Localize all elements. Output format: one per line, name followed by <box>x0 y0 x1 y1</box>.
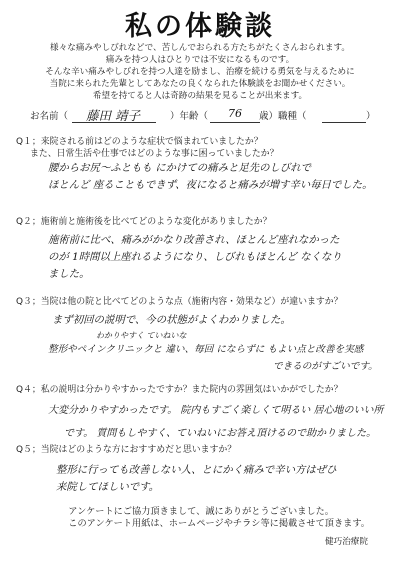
age-underline <box>210 122 260 123</box>
intro-line: 様々な痛みやしびれなどで、苦しんでおられる方たちがたくさんおられます。 <box>50 43 350 53</box>
question-1 <box>16 136 279 160</box>
answer-3-note: わかりやすく ていねいな <box>96 331 187 340</box>
answer-4 <box>48 402 384 442</box>
thank-you-note <box>68 506 370 530</box>
intro-line: 希望を持てると人は奇跡の結果を見ることが出来ます。 <box>92 91 308 101</box>
footer-line: このアンケート用紙は、ホームページやチラシ等に掲載させて頂きます。 <box>68 518 370 529</box>
answer-1-line: ほとんど 座ることもできず、夜になると痛みが増す辛い毎日でした。 <box>48 179 373 191</box>
question-1-text: Q１；来院される前はどのような症状で悩まれていましたか？ <box>16 137 263 147</box>
answer-5-line: 整形に行っても改善しない人、とにかく痛みで辛い方はぜひ <box>56 464 337 476</box>
question-2-text: Q２；施術前と施術後を比べてどのような変化がありましたか？ <box>16 217 272 227</box>
intro-line: 痛みを持つ人はひとりでは不安になるものです。 <box>105 55 295 65</box>
occupation-underline <box>322 122 366 123</box>
answer-2-line: 施術前に比べ、痛みがかなり改善され、ほとんど座れなかった <box>48 234 340 246</box>
footer-line: アンケートにご協力頂きまして、誠にありがとうございました。 <box>68 506 334 517</box>
intro-line: 当院に来られた先輩としてあなたの良くなられた体験談をお聞かせください。 <box>49 79 351 89</box>
age-unit-occupation-label: 歳）職種（ <box>259 111 307 122</box>
answer-4-line: 大変分かりやすかったです。 院内もすごく楽しくて明るい 居心地のいい所 <box>48 405 384 416</box>
clinic-name: 健巧治療院 <box>325 537 368 547</box>
age-label: ）年齢（ <box>170 111 209 122</box>
question-2 <box>16 216 271 228</box>
answer-3-line: まず初回の説明で、今の状態がよくわかりました。 <box>52 314 291 326</box>
respondent-info <box>0 108 400 126</box>
answer-3-line: できるのがすごいです。 <box>273 361 378 372</box>
answer-5 <box>56 462 337 496</box>
answer-2-line: のが 1時間以上座れるようになり、しびれもほとんど なくなり <box>48 251 342 263</box>
answer-1 <box>48 160 373 194</box>
question-4 <box>16 384 342 396</box>
answer-3-rest <box>48 341 378 375</box>
question-3 <box>16 296 342 308</box>
name-underline <box>72 122 156 123</box>
intro-text <box>14 42 386 102</box>
question-1-text-2: また、日常生活や仕事ではどのような事に困っていましたか？ <box>30 149 279 159</box>
question-4-text: Q４；私の説明は分かりやすかったですか？また院内の雰囲気はいかがでしたか？ <box>16 385 343 395</box>
answer-5-line: 来院してほしいです。 <box>56 481 160 493</box>
answer-2 <box>48 232 342 283</box>
intro-line: そんな辛い痛みやしびれを持つ人達を励まし、治療を続ける勇気を与えるために <box>45 67 355 77</box>
age-value: 76 <box>228 107 242 120</box>
occupation-close: ） <box>366 111 376 122</box>
name-value: 藤田 靖子 <box>86 108 140 123</box>
page-title: 私の体験談 <box>125 11 275 42</box>
answer-2-line: ました。 <box>48 268 90 280</box>
question-5-text: Q５；当院はどのような方におすすめだと思いますか？ <box>16 445 237 455</box>
question-5 <box>16 444 236 456</box>
answer-1-line: 腰からお尻〜ふともも にかけての痛みと足先のしびれで <box>48 162 312 174</box>
answer-3 <box>52 312 291 329</box>
question-3-text: Q３；当院は他の院と比べてどのような点（施術内容・効果など）が違いますか？ <box>16 297 343 307</box>
answer-3-line: 整形やペインクリニックと 違い、毎回 にならずに もよい点と改善を実感 <box>48 344 364 355</box>
answer-4-line: です。 質問もしやすく、ていねいにお答え頂けるので助かりました。 <box>64 428 377 439</box>
name-label: お名前（ <box>30 111 69 122</box>
